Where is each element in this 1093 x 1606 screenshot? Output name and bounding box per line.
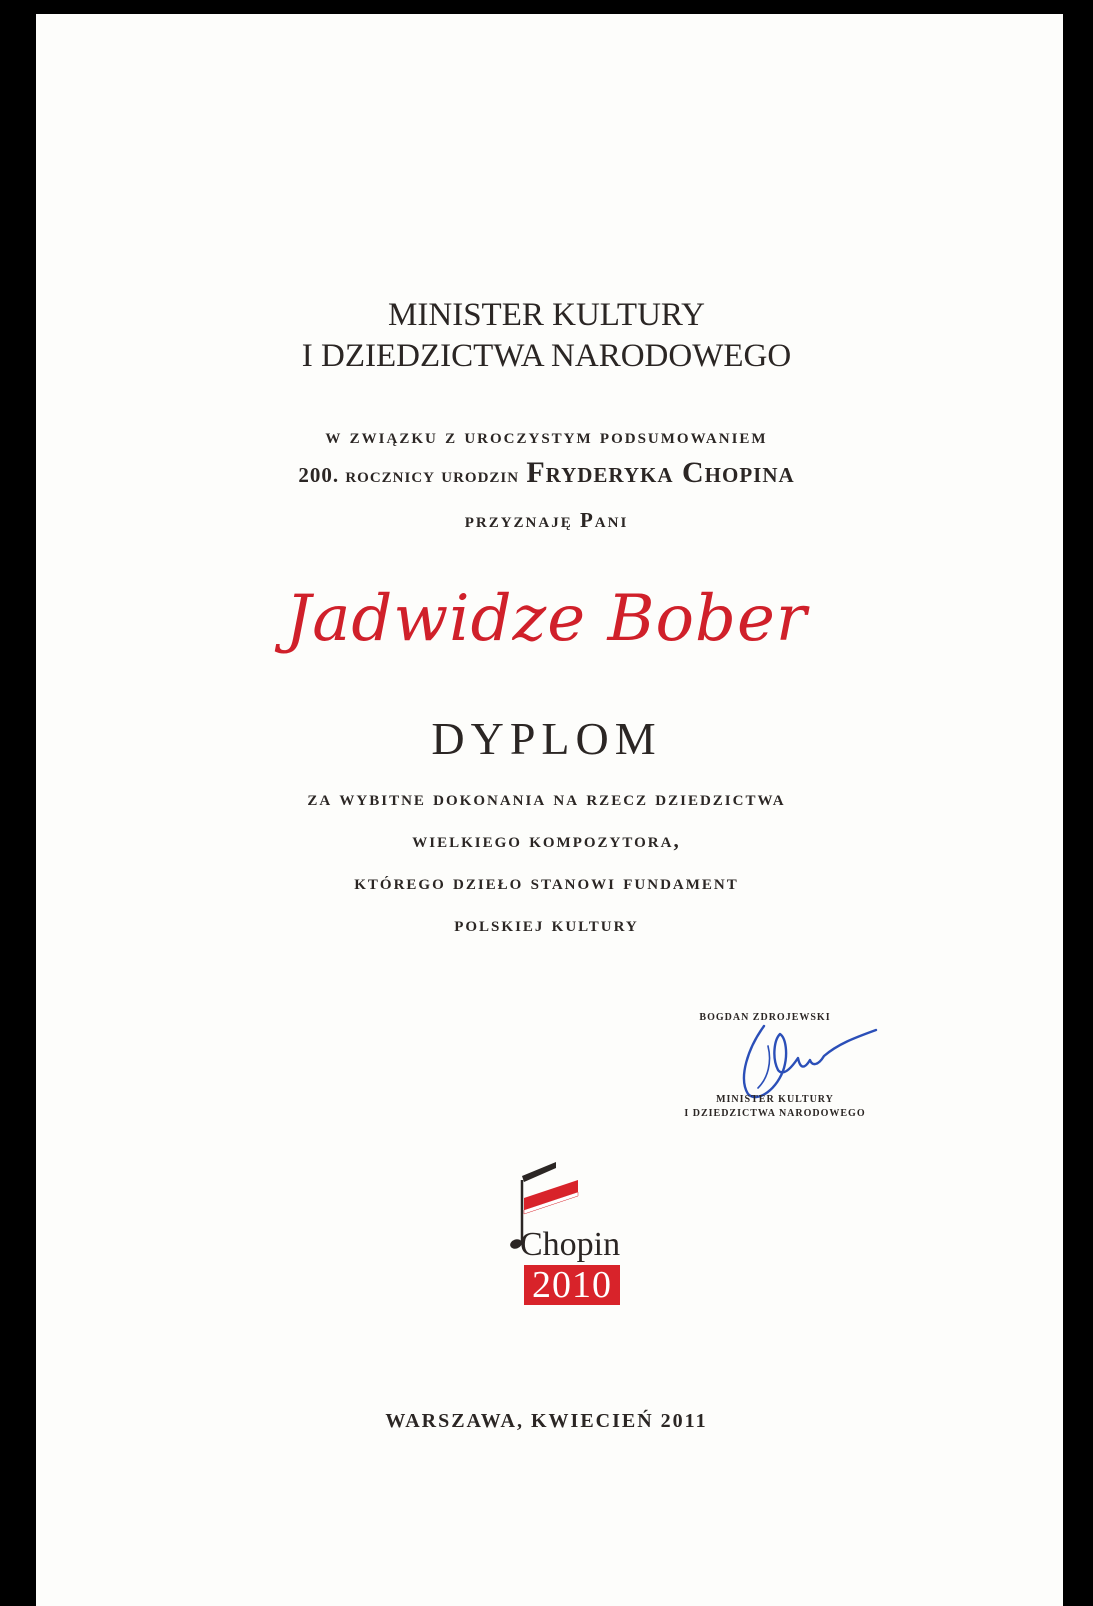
logo-year-badge: 2010 <box>524 1265 620 1305</box>
signer-role-line-1: MINISTER KULTURY <box>716 1094 834 1105</box>
authority-line-2: I DZIEDZICTWA NARODOWEGO <box>301 338 792 374</box>
diploma-title: DYPLOM <box>431 713 662 764</box>
composer-name: Fryderyka Chopina <box>526 456 795 489</box>
signer-role-line-2: I DZIEDZICTWA NARODOWEGO <box>684 1108 866 1119</box>
signer-name: BOGDAN ZDROJEWSKI <box>699 1012 831 1023</box>
recipient-name: Jadwidze Bober <box>285 582 808 656</box>
intro-line-3: przyznaję Pani <box>464 508 629 532</box>
intro-line-2 <box>0 456 1093 490</box>
intro-line-1: w związku z uroczystym podsumowaniem <box>325 424 768 448</box>
intro-line-2-prefix: 200. rocznicy urodzin <box>298 463 520 487</box>
authority-line-1: MINISTER KULTURY <box>388 297 705 333</box>
place-date: WARSZAWA, KWIECIEŃ 2011 <box>385 1410 708 1432</box>
reason-line-2: wielkiego kompozytora, <box>412 828 681 852</box>
reason-line-3: którego dzieło stanowi fundament <box>354 870 739 894</box>
reason-line-4: polskiej kultury <box>454 912 639 936</box>
reason-line-1: za wybitne dokonania na rzecz dziedzictwa <box>307 786 786 810</box>
logo-word: Chopin <box>520 1226 621 1263</box>
handwritten-signature <box>728 1018 878 1106</box>
